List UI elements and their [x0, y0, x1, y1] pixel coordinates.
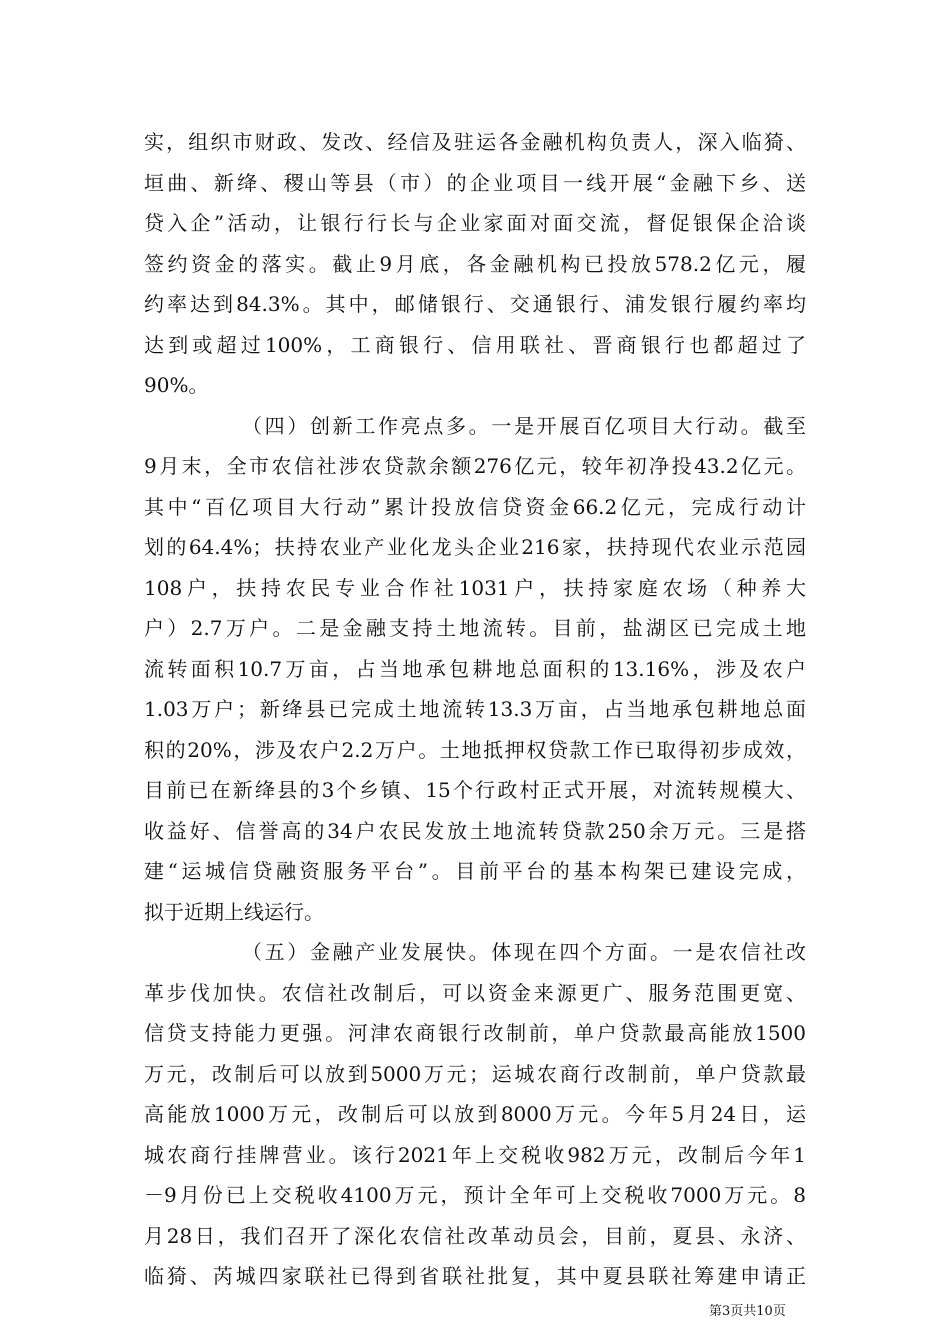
body-line: 垣曲、新绛、稷山等县（市）的企业项目一线开展“金融下乡、送 — [144, 171, 806, 195]
body-line: 高能放1000万元，改制后可以放到8000万元。今年5月24日，运 — [144, 1102, 806, 1126]
body-line: 目前已在新绛县的3个乡镇、15个行政村正式开展，对流转规模大、 — [144, 778, 806, 802]
body-line: 108户，扶持农民专业合作社1031户，扶持家庭农场（种养大 — [144, 576, 806, 600]
body-line: 拟于近期上线运行。 — [144, 900, 324, 924]
body-line: 流转面积10.7万亩，占当地承包耕地总面积的13.16%，涉及农户 — [144, 657, 806, 681]
body-line: 户）2.7万户。二是金融支持土地流转。目前，盐湖区已完成土地 — [144, 616, 806, 640]
body-line: 1.03万户；新绛县已完成土地流转13.3万亩，占当地承包耕地总面 — [144, 697, 806, 721]
body-line: 临猗、芮城四家联社已得到省联社批复，其中夏县联社筹建申请正 — [144, 1264, 806, 1288]
body-line: 建“运城信贷融资服务平台”。目前平台的基本构架已建设完成， — [144, 859, 806, 883]
paragraph-heading-line: （五）金融产业发展快。体现在四个方面。一是农信社改 — [242, 940, 806, 964]
paragraph-heading-line: （四）创新工作亮点多。一是开展百亿项目大行动。截至 — [242, 414, 806, 438]
body-line: 城农商行挂牌营业。该行2021年上交税收982万元，改制后今年1 — [144, 1143, 806, 1167]
body-line: 90%。 — [144, 373, 209, 397]
body-line: 革步伐加快。农信社改制后，可以资金来源更广、服务范围更宽、 — [144, 981, 806, 1005]
body-line: 其中“百亿项目大行动”累计投放信贷资金66.2亿元，完成行动计 — [144, 495, 806, 519]
body-line: 约率达到84.3%。其中，邮储银行、交通银行、浦发银行履约率均 — [144, 292, 806, 316]
body-line: 达到或超过100%，工商银行、信用联社、晋商银行也都超过了 — [144, 333, 806, 357]
body-line: 收益好、信誉高的34户农民发放土地流转贷款250余万元。三是搭 — [144, 819, 806, 843]
body-line: 积的20%，涉及农户2.2万户。土地抵押权贷款工作已取得初步成效， — [144, 738, 806, 762]
body-line: 实，组织市财政、发改、经信及驻运各金融机构负责人，深入临猗、 — [144, 130, 806, 154]
body-line: 贷入企”活动，让银行行长与企业家面对面交流，督促银保企洽谈 — [144, 211, 806, 235]
body-line: 信贷支持能力更强。河津农商银行改制前，单户贷款最高能放1500 — [144, 1021, 806, 1045]
body-line: －9月份已上交税收4100万元，预计全年可上交税收7000万元。8 — [144, 1183, 806, 1207]
body-line: 万元，改制后可以放到5000万元；运城农商行改制前，单户贷款最 — [144, 1062, 806, 1086]
body-line: 划的64.4%；扶持农业产业化龙头企业216家，扶持现代农业示范园 — [144, 535, 806, 559]
body-line: 9月末，全市农信社涉农贷款余额276亿元，较年初净投43.2亿元。 — [144, 454, 806, 478]
page-number-footer: 第3页共10页 — [709, 1304, 786, 1319]
body-line: 签约资金的落实。截止9月底，各金融机构已投放578.2亿元，履 — [144, 252, 806, 276]
body-line: 月28日，我们召开了深化农信社改革动员会，目前，夏县、永济、 — [144, 1224, 806, 1248]
